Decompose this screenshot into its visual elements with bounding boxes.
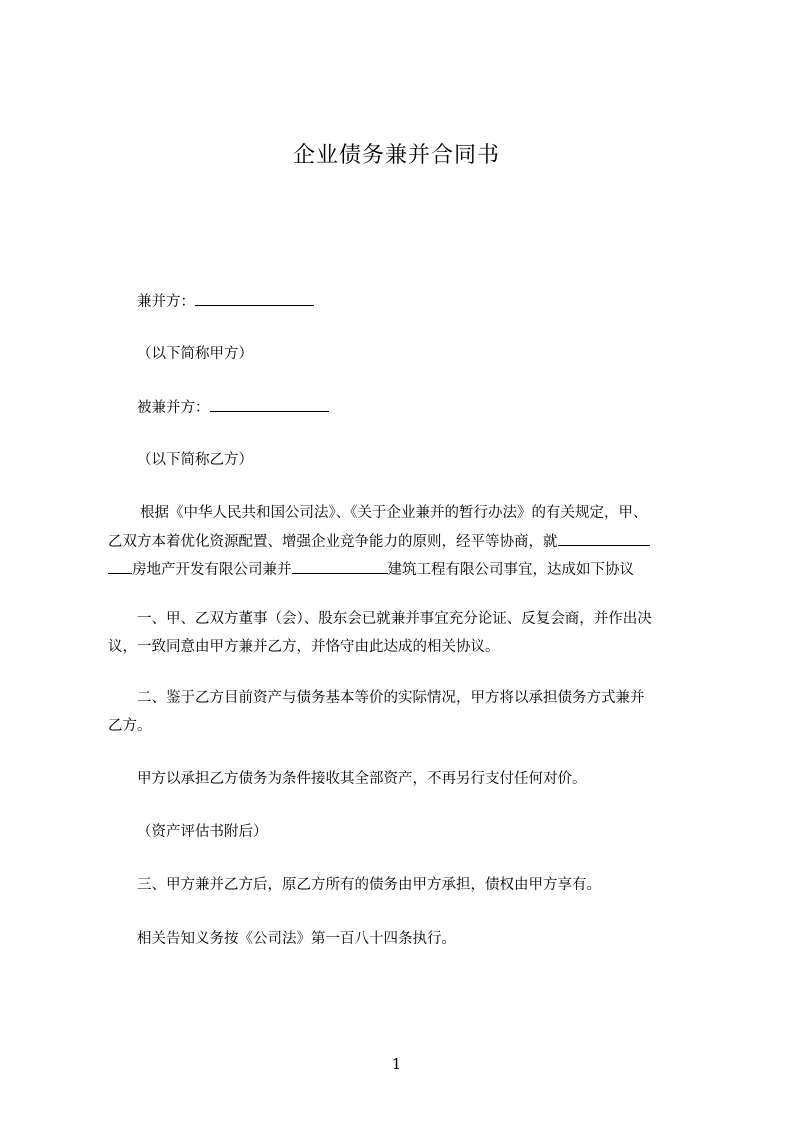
page-number: 1 [391, 1055, 402, 1073]
acquirer-note: （以下简称甲方） [137, 346, 253, 362]
notice: 相关告知义务按《公司法》第一百八十四条执行。 [137, 931, 456, 947]
acquired-blank[interactable] [210, 397, 329, 412]
asset-note: （资产评估书附后） [137, 824, 268, 840]
acquired-note: （以下简称乙方） [137, 452, 253, 468]
preamble-line-3b: 建筑工程有限公司事宜，达成如下协议 [387, 562, 634, 578]
document-title: 企业债务兼并合同书 [292, 143, 500, 168]
clause-1-line-1: 一、甲、乙双方董事（会）、股东会已就兼并事宜充分论证、反复会商，并作出决 [137, 611, 652, 627]
preamble-line-3a: 房地产开发有限公司兼并 [132, 562, 292, 578]
preamble-line-3 [108, 559, 634, 580]
acquired-line [137, 397, 329, 418]
matter-blank-2[interactable] [108, 559, 132, 574]
clause-2-line-1: 二、鉴于乙方目前资产与债务基本等价的实际情况，甲方将以承担债务方式兼并 [137, 690, 645, 706]
clause-1-line-2: 议，一致同意由甲方兼并乙方，并恪守由此达成的相关协议。 [108, 639, 500, 655]
clause-3: 三、甲方兼并乙方后，原乙方所有的债务由甲方承担，债权由甲方享有。 [137, 877, 601, 893]
preamble-line-2-text: 乙双方本着优化资源配置、增强企业竞争能力的原则，经平等协商，就 [108, 534, 558, 550]
clause-2-extra: 甲方以承担乙方债务为条件接收其全部资产，不再另行支付任何对价。 [137, 771, 587, 787]
clause-2-line-2: 乙方。 [108, 718, 152, 734]
acquirer-line [137, 291, 314, 312]
acquirer-label: 兼并方： [137, 294, 195, 310]
acquirer-blank[interactable] [195, 291, 314, 306]
preamble-line-1: 根据《中华人民共和国公司法》、《关于企业兼并的暂行办法》的有关规定，甲、 [140, 505, 648, 521]
preamble-line-2 [108, 531, 650, 552]
matter-blank-3[interactable] [292, 559, 388, 574]
matter-blank-1[interactable] [558, 531, 650, 546]
acquired-label: 被兼并方： [137, 400, 210, 416]
